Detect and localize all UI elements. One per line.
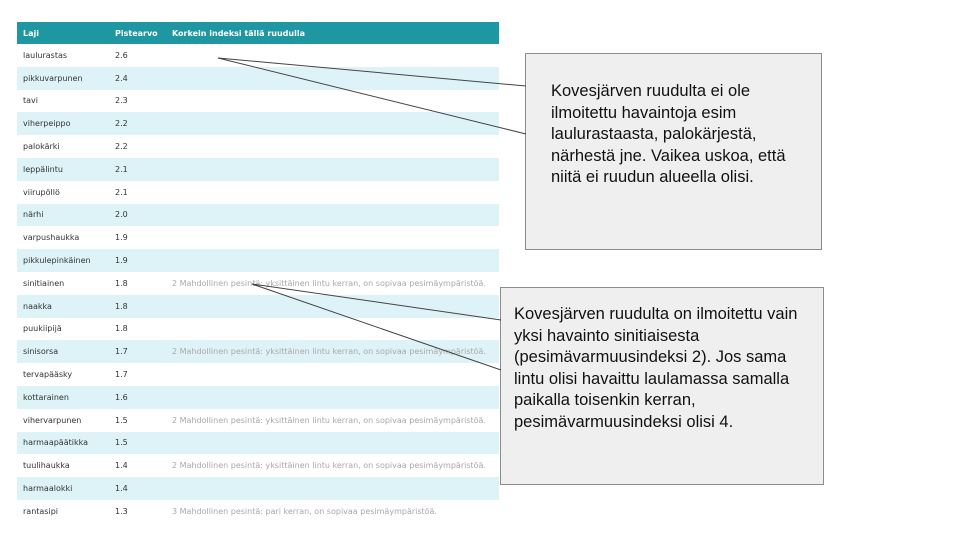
species-cell: sinisorsa bbox=[23, 347, 59, 357]
species-cell: tervapääsky bbox=[23, 370, 73, 380]
species-cell: varpushaukka bbox=[23, 233, 80, 243]
species-cell: harmaapäätikka bbox=[23, 438, 88, 448]
points-cell: 2.3 bbox=[115, 96, 128, 106]
species-cell: naakka bbox=[23, 301, 52, 311]
points-cell: 1.3 bbox=[115, 506, 128, 516]
points-cell: 1.9 bbox=[115, 256, 128, 266]
points-cell: 1.8 bbox=[115, 278, 128, 288]
header-points[interactable]: Pistearvo bbox=[115, 28, 158, 38]
points-cell: 2.6 bbox=[115, 50, 128, 60]
callout-missing-observations: Kovesjärven ruudulta ei ole ilmoitettu havaintoja esim laulurastaasta, palokärjestä, närhestä jne. Vaikea uskoa, että niitä ei ruudun alueella olisi. bbox=[525, 53, 822, 250]
points-cell: 2.4 bbox=[115, 73, 128, 83]
points-cell: 1.5 bbox=[115, 438, 128, 448]
species-cell: leppälintu bbox=[23, 164, 63, 174]
index-cell: 2 Mahdollinen pesintä: yksittäinen lintu kerran, on sopivaa pesimäympäristöä. bbox=[172, 278, 486, 288]
points-cell: 1.8 bbox=[115, 324, 128, 334]
points-cell: 2.2 bbox=[115, 142, 128, 152]
index-cell: 2 Mahdollinen pesintä: yksittäinen lintu kerran, on sopivaa pesimäympäristöä. bbox=[172, 347, 486, 357]
species-cell: harmaalokki bbox=[23, 484, 73, 494]
species-cell: tuulihaukka bbox=[23, 461, 70, 471]
species-cell: laulurastas bbox=[23, 50, 68, 60]
points-cell: 1.8 bbox=[115, 301, 128, 311]
species-cell: närhi bbox=[23, 210, 44, 220]
index-cell: 3 Mahdollinen pesintä: pari kerran, on sopivaa pesimäympäristöä. bbox=[172, 506, 437, 516]
points-cell: 1.5 bbox=[115, 415, 128, 425]
species-cell: pikkulepinkäinen bbox=[23, 256, 91, 266]
points-cell: 2.2 bbox=[115, 119, 128, 129]
header-index[interactable]: Korkein indeksi tällä ruudulla bbox=[172, 28, 305, 38]
points-cell: 1.4 bbox=[115, 461, 128, 471]
species-cell: puukiipijä bbox=[23, 324, 62, 334]
species-cell: kottarainen bbox=[23, 392, 69, 402]
points-cell: 2.1 bbox=[115, 187, 128, 197]
species-cell: tavi bbox=[23, 96, 38, 106]
callout-2-pointer bbox=[252, 284, 501, 370]
species-cell: viirupöllö bbox=[23, 187, 60, 197]
species-cell: pikkuvarpunen bbox=[23, 73, 83, 83]
points-cell: 2.1 bbox=[115, 164, 128, 174]
points-cell: 1.4 bbox=[115, 484, 128, 494]
species-cell: palokärki bbox=[23, 142, 60, 152]
points-cell: 2.0 bbox=[115, 210, 128, 220]
points-cell: 1.9 bbox=[115, 233, 128, 243]
species-cell: vihervarpunen bbox=[23, 415, 82, 425]
species-cell: rantasipi bbox=[23, 506, 58, 516]
species-cell: viherpeippo bbox=[23, 119, 71, 129]
index-cell: 2 Mahdollinen pesintä: yksittäinen lintu kerran, on sopivaa pesimäympäristöä. bbox=[172, 415, 486, 425]
points-cell: 1.7 bbox=[115, 347, 128, 357]
header-species[interactable]: Laji bbox=[23, 28, 39, 38]
points-cell: 1.6 bbox=[115, 392, 128, 402]
callout-1-pointer bbox=[218, 58, 526, 134]
callout-blue-tit-observation: Kovesjärven ruudulta on ilmoitettu vain yksi havainto sinitiaisesta (pesimävarmuusindeksi 2). Jos sama lintu olisi havaittu laulamassa samalla paikalla toisenkin kerran, pesimävarmuusindeksi olisi 4. bbox=[500, 287, 824, 485]
species-cell: sinitiainen bbox=[23, 278, 65, 288]
index-cell: 2 Mahdollinen pesintä: yksittäinen lintu kerran, on sopivaa pesimäympäristöä. bbox=[172, 461, 486, 471]
points-cell: 1.7 bbox=[115, 370, 128, 380]
